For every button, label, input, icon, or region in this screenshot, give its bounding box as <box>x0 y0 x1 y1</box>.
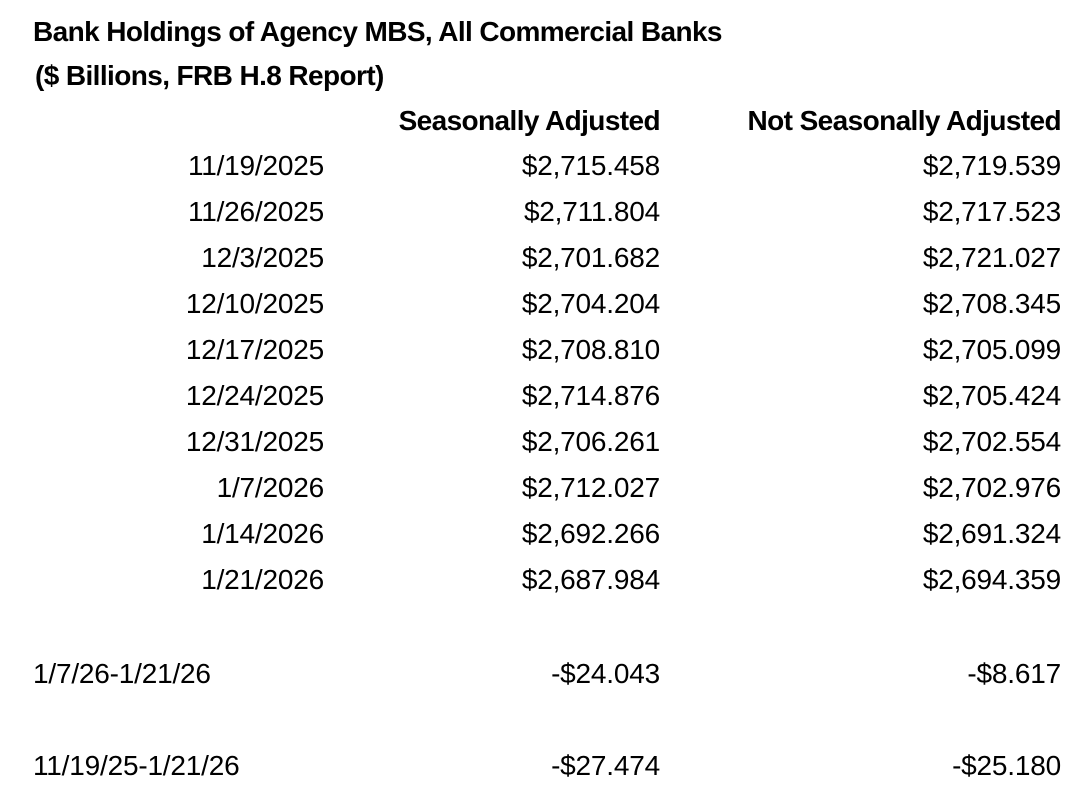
change-sa-value: -$24.043 <box>551 658 660 689</box>
row-sa-value: $2,712.027 <box>521 472 660 503</box>
row-date: 12/24/2025 <box>185 380 324 411</box>
row-date: 12/31/2025 <box>185 426 324 457</box>
change-sa-value: -$27.474 <box>551 750 660 781</box>
row-nsa-value: $2,691.324 <box>922 518 1061 549</box>
row-sa-value: $2,715.458 <box>521 150 660 181</box>
row-date: 11/19/2025 <box>187 150 324 181</box>
row-sa-value: $2,714.876 <box>521 380 660 411</box>
change-period-label: 1/7/26-1/21/26 <box>33 658 211 689</box>
row-sa-value: $2,692.266 <box>521 518 660 549</box>
change-nsa-value: -$8.617 <box>967 658 1061 689</box>
row-date: 1/14/2026 <box>201 518 324 549</box>
change-nsa-value: -$25.180 <box>952 750 1061 781</box>
row-date: 1/7/2026 <box>216 472 324 503</box>
column-header-not-seasonally-adjusted: Not Seasonally Adjusted <box>747 105 1061 136</box>
row-nsa-value: $2,705.424 <box>922 380 1061 411</box>
row-nsa-value: $2,694.359 <box>922 564 1061 595</box>
row-sa-value: $2,687.984 <box>521 564 660 595</box>
row-nsa-value: $2,702.976 <box>922 472 1061 503</box>
row-nsa-value: $2,702.554 <box>922 426 1061 457</box>
row-nsa-value: $2,717.523 <box>922 196 1061 227</box>
row-nsa-value: $2,719.539 <box>922 150 1061 181</box>
row-date: 12/17/2025 <box>185 334 324 365</box>
table-subtitle: ($ Billions, FRB H.8 Report) <box>35 60 384 91</box>
row-nsa-value: $2,721.027 <box>922 242 1061 273</box>
row-sa-value: $2,701.682 <box>521 242 660 273</box>
row-date: 12/10/2025 <box>185 288 324 319</box>
row-nsa-value: $2,705.099 <box>922 334 1061 365</box>
row-date: 1/21/2026 <box>201 564 324 595</box>
row-sa-value: $2,711.804 <box>523 196 660 227</box>
row-nsa-value: $2,708.345 <box>922 288 1061 319</box>
change-period-label: 11/19/25-1/21/26 <box>33 750 240 781</box>
row-sa-value: $2,704.204 <box>521 288 660 319</box>
table-title: Bank Holdings of Agency MBS, All Commercial Banks <box>33 16 722 47</box>
row-date: 11/26/2025 <box>187 196 324 227</box>
row-date: 12/3/2025 <box>201 242 324 273</box>
row-sa-value: $2,706.261 <box>521 426 660 457</box>
column-header-seasonally-adjusted: Seasonally Adjusted <box>398 105 660 136</box>
row-sa-value: $2,708.810 <box>521 334 660 365</box>
